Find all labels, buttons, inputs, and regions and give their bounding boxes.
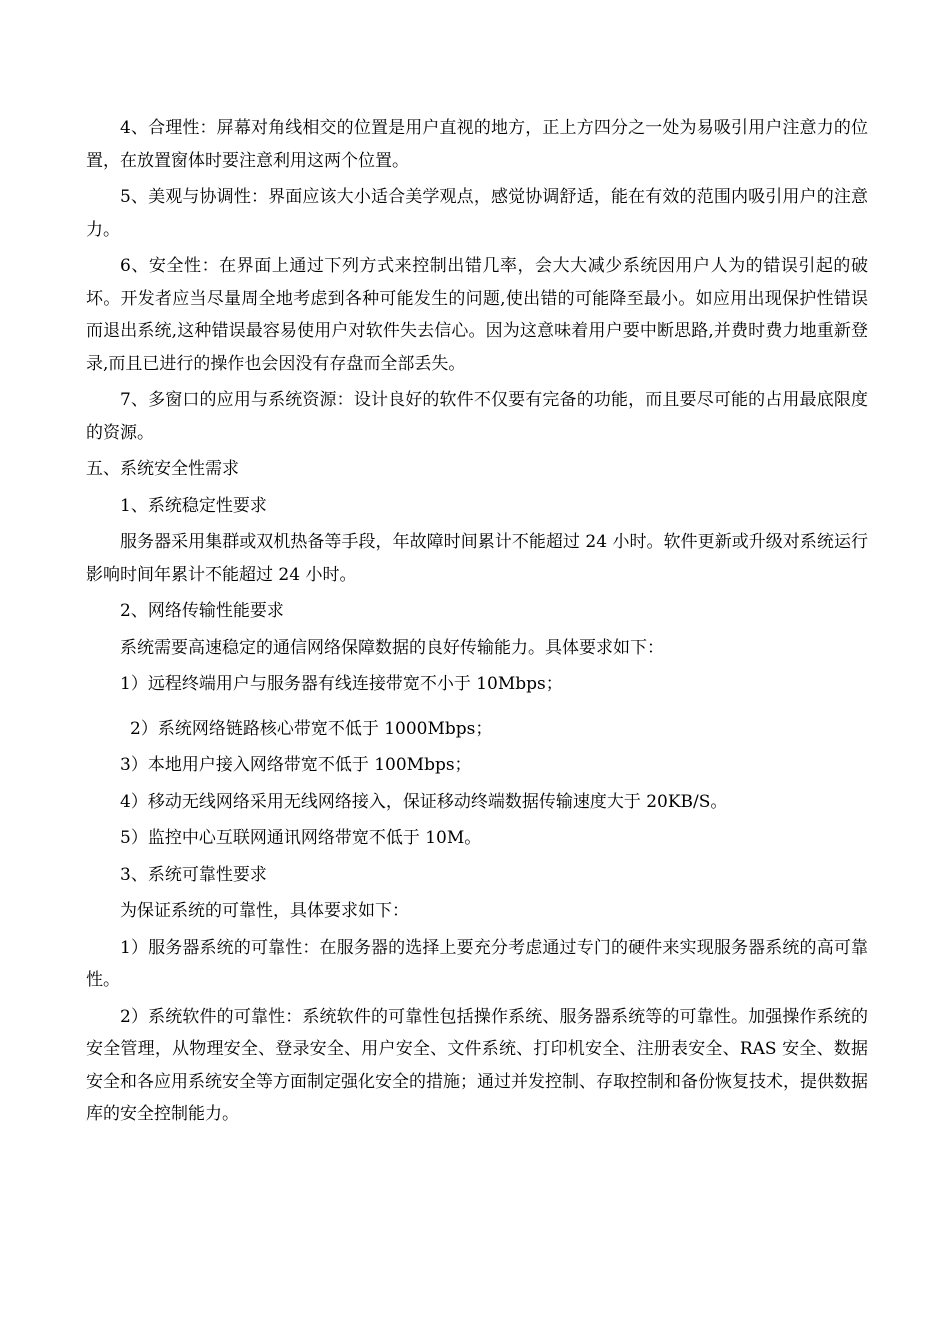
document-page xyxy=(86,112,868,1135)
paragraph-rationality: 4、合理性：屏幕对角线相交的位置是用户直视的地方，正上方四分之一处为易吸引用户注意力的位置，在放置窗体时要注意利用这两个位置。 xyxy=(86,118,868,171)
list-item-network-1: 1）远程终端用户与服务器有线连接带宽不小于 10Mbps； xyxy=(120,674,563,694)
list-item-network-5: 5）监控中心互联网通讯网络带宽不低于 10M。 xyxy=(120,828,482,848)
list-item-network-3: 3）本地用户接入网络带宽不低于 100Mbps； xyxy=(120,755,472,775)
subheading-network: 2、网络传输性能要求 xyxy=(120,601,284,621)
paragraph-aesthetics: 5、美观与协调性：界面应该大小适合美学观点，感觉协调舒适，能在有效的范围内吸引用户的注意力。 xyxy=(86,187,868,240)
list-item-reliability-1: 1）服务器系统的可靠性：在服务器的选择上要充分考虑通过专门的硬件来实现服务器系统的高可靠性。 xyxy=(86,937,868,990)
paragraph-multiwindow: 7、多窗口的应用与系统资源：设计良好的软件不仅要有完备的功能，而且要尽可能的占用最底限度的资源。 xyxy=(86,390,868,443)
subheading-stability: 1、系统稳定性要求 xyxy=(120,495,267,516)
paragraph-stability: 服务器采用集群或双机热备等手段，年故障时间累计不能超过 24 小时。软件更新或升级对系统运行影响时间年累计不能超过 24 小时。 xyxy=(86,532,868,585)
paragraph-safety: 6、安全性：在界面上通过下列方式来控制出错几率，会大大减少系统因用户人为的错误引起的破坏。开发者应当尽量周全地考虑到各种可能发生的问题,使出错的可能降至最小。如应用出现保护性错误而退出系统,这种错误最容易使用户对软件失去信心。因为这意味着用户要中断思路,并费时费力地重新登录,而且已进行的操作也会因没有存盘而全部丢失。 xyxy=(86,256,868,374)
subheading-reliability: 3、系统可靠性要求 xyxy=(120,864,267,885)
paragraph-reliability-intro: 为保证系统的可靠性，具体要求如下： xyxy=(120,901,409,921)
list-item-reliability-2: 2）系统软件的可靠性：系统软件的可靠性包括操作系统、服务器系统等的可靠性。加强操作系统的安全管理，从物理安全、登录安全、用户安全、文件系统、打印机安全、注册表安全、RAS 安全、数据安全和各应用系统安全等方面制定强化安全的措施；通过并发控制、存取控制和备份恢复技术，提供数据库的安全控制能力。 xyxy=(86,1006,868,1124)
section-heading-security: 五、系统安全性需求 xyxy=(86,459,239,479)
list-item-network-2: 2）系统网络链路核心带宽不低于 1000Mbps； xyxy=(130,718,493,739)
paragraph-network-intro: 系统需要高速稳定的通信网络保障数据的良好传输能力。具体要求如下： xyxy=(120,637,664,658)
list-item-network-4: 4）移动无线网络采用无线网络接入，保证移动终端数据传输速度大于 20KB/S。 xyxy=(120,791,728,812)
